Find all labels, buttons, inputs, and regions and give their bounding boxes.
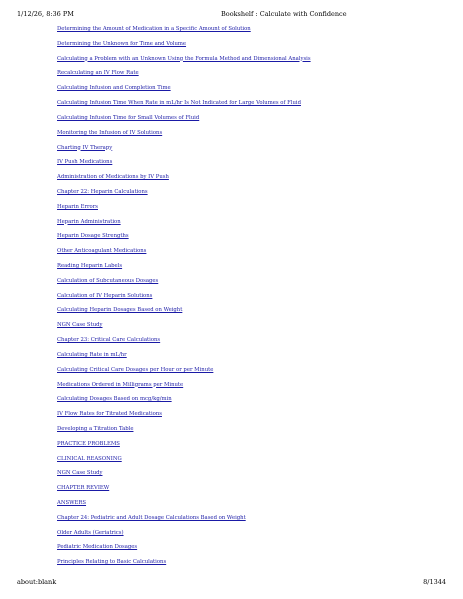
toc-link[interactable]: Calculating Infusion Time for Small Volumes of Fluid xyxy=(57,114,200,121)
toc-link[interactable]: ANSWERS xyxy=(57,500,87,506)
toc-item xyxy=(57,153,452,168)
toc-item xyxy=(57,331,452,346)
toc-item xyxy=(57,301,452,316)
toc-link[interactable]: Calculating Critical Care Dosages per Hour or per Minute xyxy=(57,366,214,373)
toc-link[interactable]: Calculating Dosages Based on mcg/kg/min xyxy=(57,396,172,403)
toc-item xyxy=(57,168,452,183)
toc-item xyxy=(57,272,452,287)
toc-item xyxy=(57,524,452,539)
toc-link[interactable]: PRACTICE PROBLEMS xyxy=(57,440,120,447)
toc-item xyxy=(57,287,452,302)
toc-link[interactable]: Determining the Amount of Medication in a Specific Amount of Solution xyxy=(57,26,251,32)
toc-item xyxy=(57,227,452,242)
toc-link[interactable]: Older Adults (Geriatrics) xyxy=(57,529,124,536)
toc-item xyxy=(57,198,452,213)
toc-link[interactable]: Reading Heparin Labels xyxy=(57,263,123,269)
toc-item xyxy=(57,464,452,479)
toc-item xyxy=(57,390,452,405)
toc-link[interactable]: NGN Case Study xyxy=(57,470,103,477)
toc-item xyxy=(57,538,452,553)
toc-link[interactable]: NGN Case Study xyxy=(57,322,103,329)
toc-link[interactable]: Calculating Heparin Dosages Based on Weight xyxy=(57,307,183,314)
toc-item xyxy=(57,346,452,361)
toc-link[interactable]: IV Push Medications xyxy=(57,159,113,166)
toc-item xyxy=(57,20,452,35)
toc-link[interactable]: Monitoring the Infusion of IV Solutions xyxy=(57,129,163,136)
toc-link[interactable]: Medications Ordered in Milligrams per Minute xyxy=(57,381,184,388)
toc-list xyxy=(57,20,452,568)
toc-item xyxy=(57,183,452,198)
toc-link[interactable]: Chapter 22: Heparin Calculations xyxy=(57,188,148,195)
toc-item xyxy=(57,376,452,391)
toc-link[interactable]: Other Anticoagulant Medications xyxy=(57,248,147,255)
toc-link[interactable]: Calculating Rate in mL/hr xyxy=(57,351,127,358)
toc-item xyxy=(57,494,452,509)
toc-item xyxy=(57,420,452,435)
toc-item xyxy=(57,35,452,50)
toc-link[interactable]: Determining the Unknown for Time and Volume xyxy=(57,40,187,47)
toc-item xyxy=(57,124,452,139)
toc-item xyxy=(57,553,452,568)
toc-link[interactable]: Heparin Administration xyxy=(57,218,121,225)
toc-link[interactable]: CHAPTER REVIEW xyxy=(57,485,110,492)
toc-link[interactable]: IV Flow Rates for Titrated Medications xyxy=(57,411,162,418)
toc-link[interactable]: Recalculating an IV Flow Rate xyxy=(57,70,139,77)
toc-item xyxy=(57,94,452,109)
toc-item xyxy=(57,361,452,376)
toc-item xyxy=(57,79,452,94)
toc-link[interactable]: Chapter 23: Critical Care Calculations xyxy=(57,337,161,344)
toc-link[interactable]: Calculation of Subcutaneous Dosages xyxy=(57,277,159,284)
toc-item xyxy=(57,139,452,154)
page-number: 8/1344 xyxy=(423,578,446,586)
toc-item xyxy=(57,257,452,272)
toc-item xyxy=(57,213,452,228)
toc-link[interactable]: Calculating a Problem with an Unknown Using the Formula Method and Dimensional Analysis xyxy=(57,55,311,62)
toc-item xyxy=(57,509,452,524)
toc-item xyxy=(57,316,452,331)
print-datetime: 1/12/26, 8:36 PM xyxy=(17,10,74,18)
toc-item xyxy=(57,479,452,494)
toc-item xyxy=(57,435,452,450)
toc-link[interactable]: Administration of Medications by IV Push xyxy=(57,174,169,181)
toc-item xyxy=(57,242,452,257)
toc-link[interactable]: Heparin Errors xyxy=(57,203,98,210)
toc-link[interactable]: Principles Relating to Basic Calculations xyxy=(57,559,167,566)
toc-link[interactable]: Pediatric Medication Dosages xyxy=(57,544,138,551)
toc-link[interactable]: CLINICAL REASONING xyxy=(57,455,122,462)
toc-link[interactable]: Charting IV Therapy xyxy=(57,144,113,151)
toc-link[interactable]: Heparin Dosage Strengths xyxy=(57,233,129,240)
page-title: Bookshelf : Calculate with Confidence xyxy=(221,10,347,18)
toc-link[interactable]: Chapter 24: Pediatric and Adult Dosage Calculations Based on Weight xyxy=(57,514,246,521)
toc-link[interactable]: Calculating Infusion Time When Rate in mL/hr Is Not Indicated for Large Volumes of Fluid xyxy=(57,100,301,107)
toc-item xyxy=(57,50,452,65)
toc-item xyxy=(57,109,452,124)
toc-link[interactable]: Calculating Infusion and Completion Time xyxy=(57,85,171,92)
toc-link[interactable]: Calculation of IV Heparin Solutions xyxy=(57,292,153,299)
toc-link[interactable]: Developing a Titration Table xyxy=(57,425,134,432)
toc-item xyxy=(57,450,452,465)
toc-item xyxy=(57,405,452,420)
footer-url: about:blank xyxy=(17,578,57,586)
toc-item xyxy=(57,64,452,79)
